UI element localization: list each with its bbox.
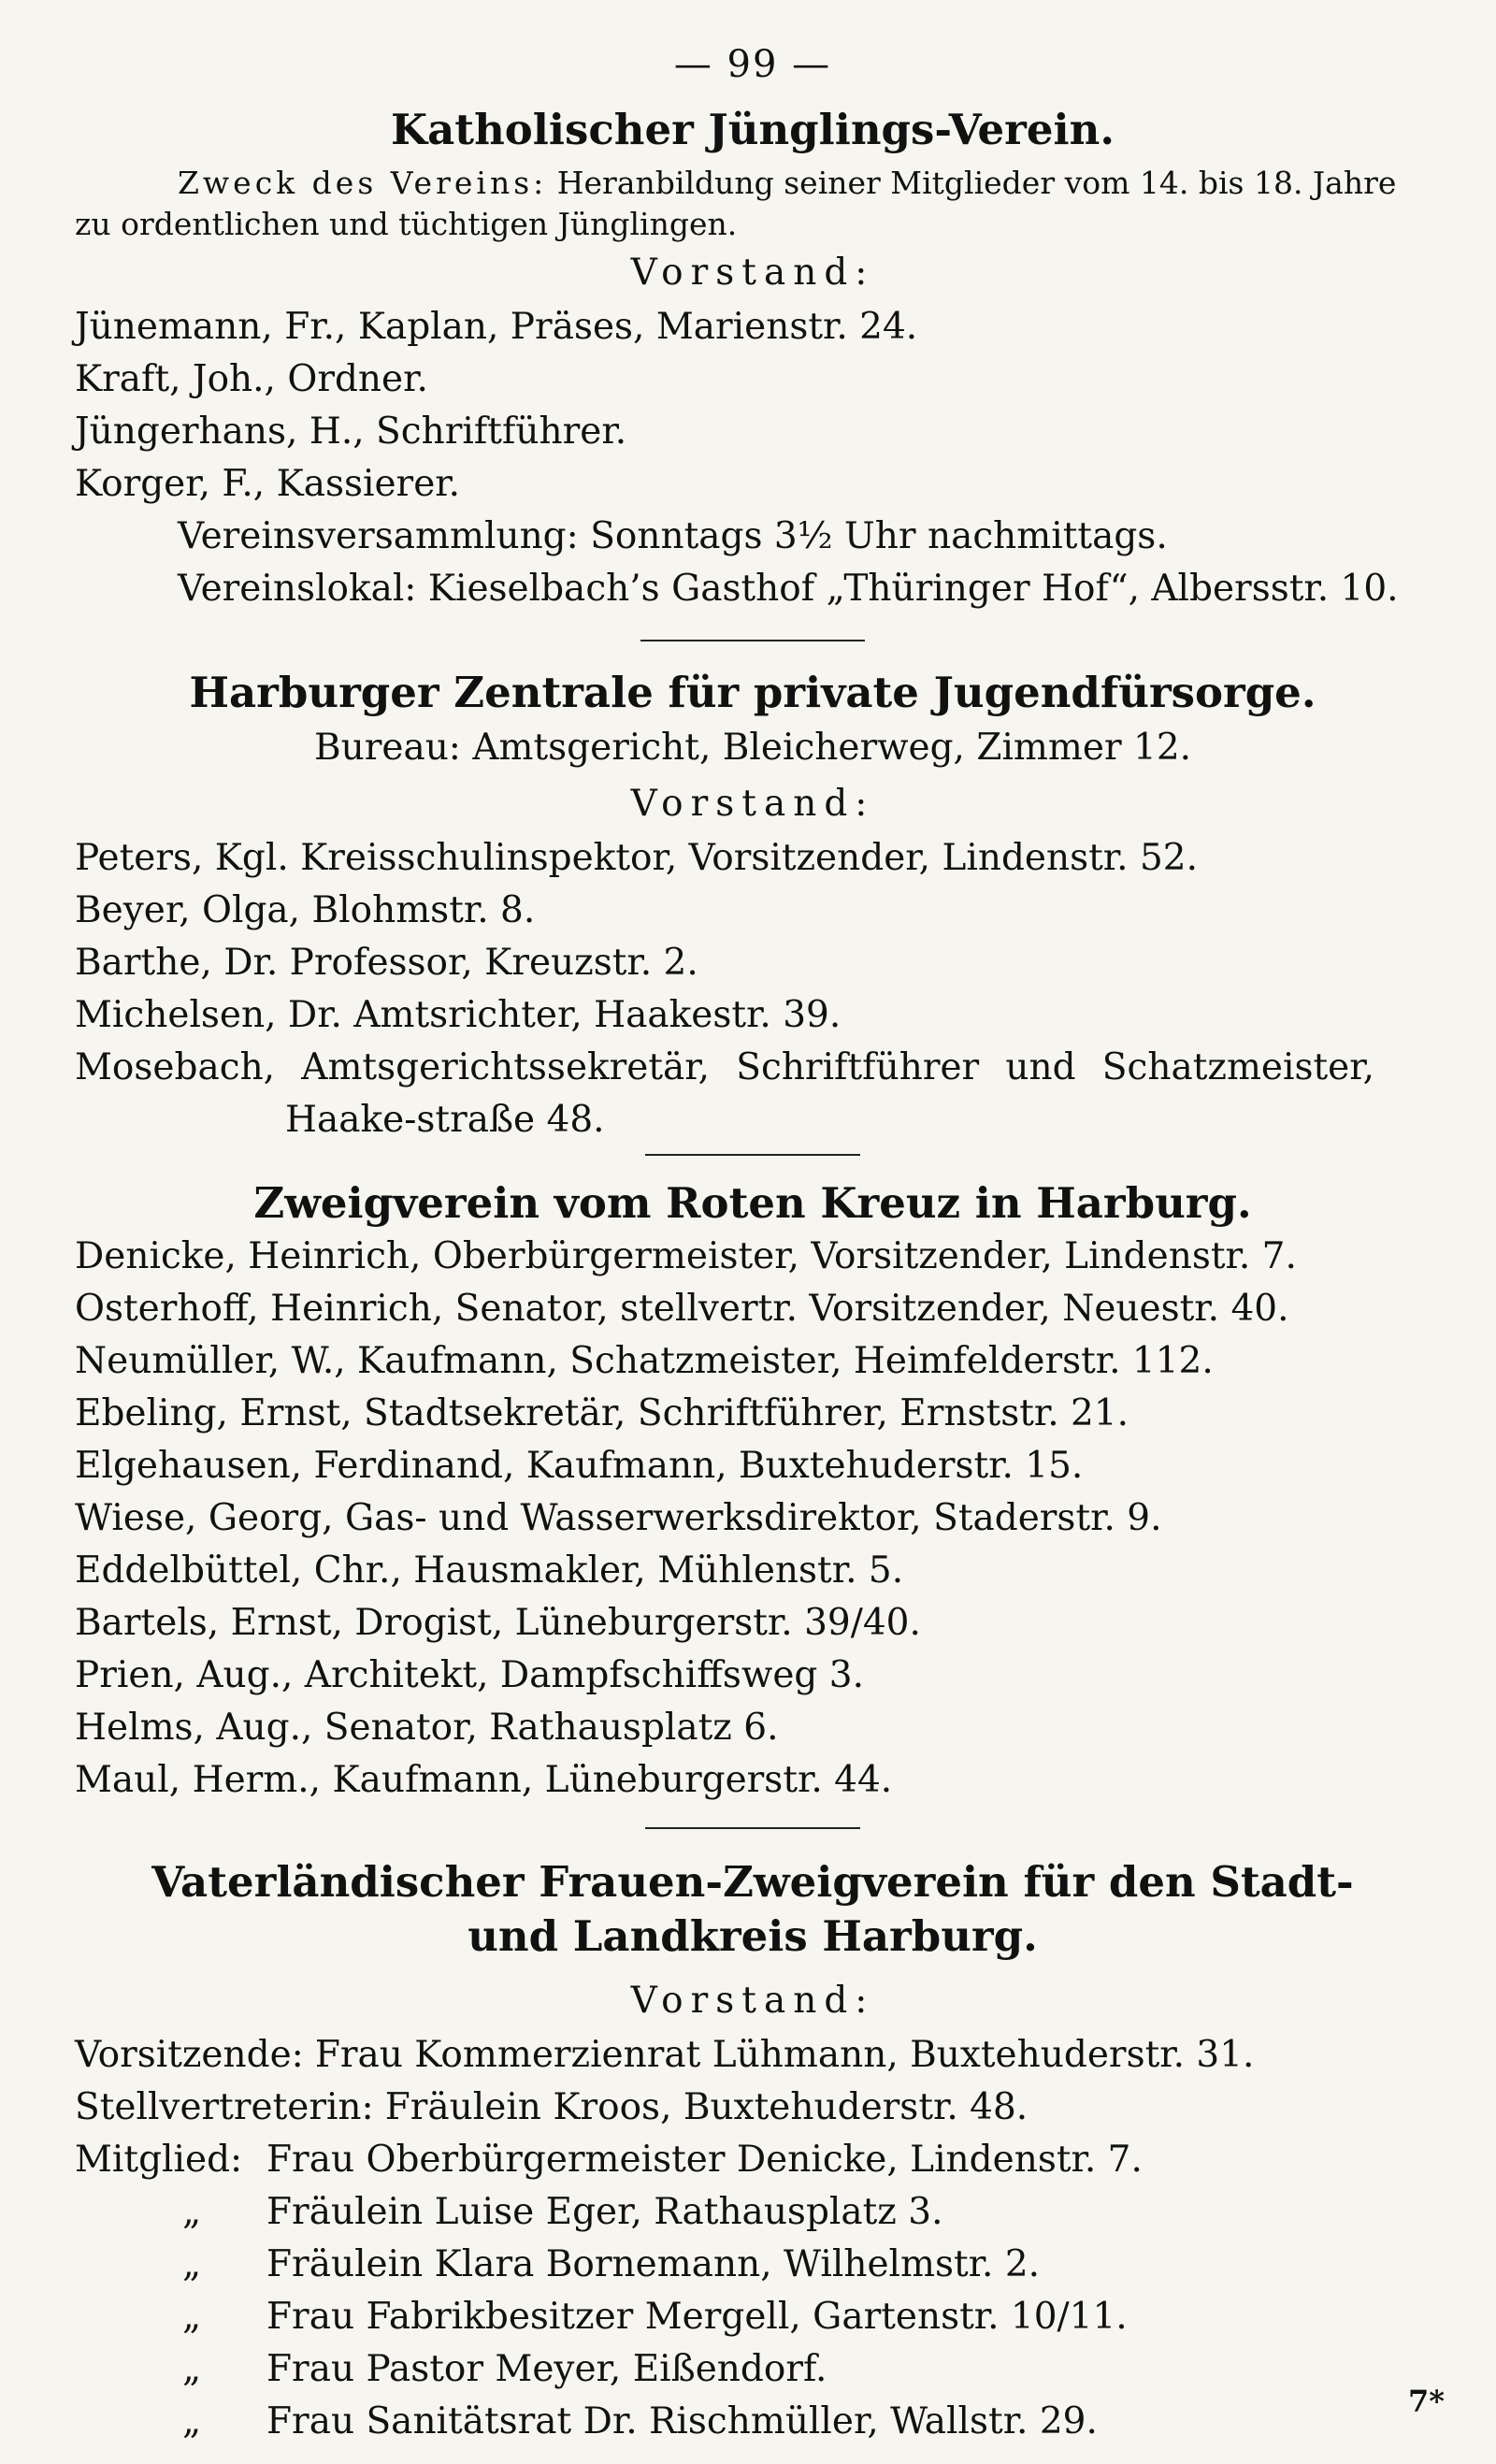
page-number: — 99 — <box>673 43 832 86</box>
purpose-label: Zweck des Vereins: <box>178 165 548 201</box>
member-entry: Helms, Aug., Senator, Rathausplatz 6. <box>75 1707 779 1749</box>
section-frauen-zweigverein <box>75 1855 1431 2448</box>
meeting-info: Vereinsversammlung: Sonntags 3½ Uhr nachmittags. <box>178 515 1168 557</box>
row-text: Frau Fabrikbesitzer Mergell, Gartenstr. 10/11. <box>266 2296 1128 2338</box>
member-entry: Bartels, Ernst, Drogist, Lüneburgerstr. 39/40. <box>75 1602 921 1644</box>
member-entry: Jüngerhans, H., Schriftführer. <box>75 411 627 453</box>
purpose-paragraph <box>75 163 1431 245</box>
section-title-line-1: Vaterländischer Frauen-Zweigverein für den Stadt- <box>151 1857 1354 1907</box>
venue-info: Vereinslokal: Kieselbach’s Gasthof „Thüringer Hof“, Albersstr. 10. <box>178 568 1399 610</box>
board-row <box>75 2029 1431 2082</box>
signature-mark: 7* <box>1408 2384 1445 2419</box>
row-text: Fräulein Kroos, Buxtehuderstr. 48. <box>384 2086 1028 2128</box>
member-entry: Eddelbüttel, Chr., Hausmakler, Mühlenstr. 5. <box>75 1549 904 1592</box>
member-entry: Korger, F., Kassierer. <box>75 463 461 505</box>
section-divider <box>645 1154 860 1156</box>
bureau-info: Bureau: Amtsgericht, Bleicherweg, Zimmer 12. <box>313 727 1192 769</box>
member-entry: Mosebach, Amtsgerichtssekretär, Schriftführer und Schatzmeister, Haake-straße 48. <box>75 1046 1374 1141</box>
member-entry: Neumüller, W., Kaufmann, Schatzmeister, Heimfelderstr. 112. <box>75 1340 1214 1382</box>
member-entry: Kraft, Joh., Ordner. <box>75 358 428 400</box>
board-row <box>75 2343 1431 2396</box>
section-katholischer-verein <box>75 103 1431 615</box>
member-entry: Beyer, Olga, Blohmstr. 8. <box>75 889 536 931</box>
board-heading: Vorstand: <box>630 252 875 294</box>
member-entry: Prien, Aug., Architekt, Dampfschiffsweg 3. <box>75 1654 864 1696</box>
section-title: Katholischer Jünglings-Verein. <box>391 105 1115 154</box>
row-label: Mitglied: <box>75 2139 243 2181</box>
section-title: Harburger Zentrale für private Jugendfürsorge. <box>189 668 1316 717</box>
member-entry: Denicke, Heinrich, Oberbürgermeister, Vorsitzender, Lindenstr. 7. <box>75 1235 1297 1277</box>
member-entry: Maul, Herm., Kaufmann, Lüneburgerstr. 44. <box>75 1759 893 1801</box>
member-entry: Barthe, Dr. Professor, Kreuzstr. 2. <box>75 942 698 984</box>
ditto-mark: „ <box>182 2400 202 2442</box>
board-row <box>75 2186 1431 2239</box>
section-divider <box>645 1827 860 1829</box>
section-title-line-2: und Landkreis Harburg. <box>468 1911 1038 1961</box>
member-entry: Michelsen, Dr. Amtsrichter, Haakestr. 39. <box>75 994 842 1036</box>
row-text: Frau Sanitätsrat Dr. Rischmüller, Wallstr. 29. <box>266 2400 1098 2442</box>
board-row <box>75 2082 1431 2134</box>
section-title: Zweigverein vom Roten Kreuz in Harburg. <box>253 1178 1252 1228</box>
ditto-mark: „ <box>182 2348 202 2390</box>
section-jugendfuersorge <box>75 666 1431 1146</box>
ditto-mark: „ <box>182 2191 202 2233</box>
row-text: Frau Kommerzienrat Lühmann, Buxtehuderstr. 31. <box>314 2034 1255 2076</box>
member-entry: Peters, Kgl. Kreisschulinspektor, Vorsitzender, Lindenstr. 52. <box>75 837 1198 879</box>
row-text: Fräulein Luise Eger, Rathausplatz 3. <box>266 2191 943 2233</box>
board-row <box>75 2291 1431 2343</box>
member-entry: Elgehausen, Ferdinand, Kaufmann, Buxtehuderstr. 15. <box>75 1445 1084 1487</box>
row-label: Stellvertreterin: <box>75 2086 374 2128</box>
board-row <box>75 2239 1431 2291</box>
row-text: Fräulein Klara Bornemann, Wilhelmstr. 2. <box>266 2243 1041 2285</box>
member-entry: Jünemann, Fr., Kaplan, Präses, Marienstr. 24. <box>75 306 918 348</box>
row-label: Vorsitzende: <box>75 2034 304 2076</box>
purpose-text: Heranbildung seiner Mitglieder vom 14. bis 18. Jahre zu ordentlichen und tüchtigen Jünglingen. <box>75 165 1397 242</box>
ditto-mark: „ <box>182 2296 202 2338</box>
row-text: Frau Pastor Meyer, Eißendorf. <box>266 2348 827 2390</box>
member-entry: Osterhoff, Heinrich, Senator, stellvertr. Vorsitzender, Neuestr. 40. <box>75 1288 1289 1330</box>
board-row <box>75 2396 1431 2448</box>
member-entry: Ebeling, Ernst, Stadtsekretär, Schriftführer, Ernststr. 21. <box>75 1392 1129 1434</box>
member-entry: Wiese, Georg, Gas- und Wasserwerksdirektor, Staderstr. 9. <box>75 1497 1162 1539</box>
board-heading: Vorstand: <box>630 783 875 825</box>
section-rotes-kreuz <box>75 1176 1431 1807</box>
board-row <box>75 2134 1431 2186</box>
board-heading: Vorstand: <box>630 1980 875 2022</box>
ditto-mark: „ <box>182 2243 202 2285</box>
section-divider <box>640 640 865 641</box>
row-text: Frau Oberbürgermeister Denicke, Lindenstr. 7. <box>266 2139 1143 2181</box>
